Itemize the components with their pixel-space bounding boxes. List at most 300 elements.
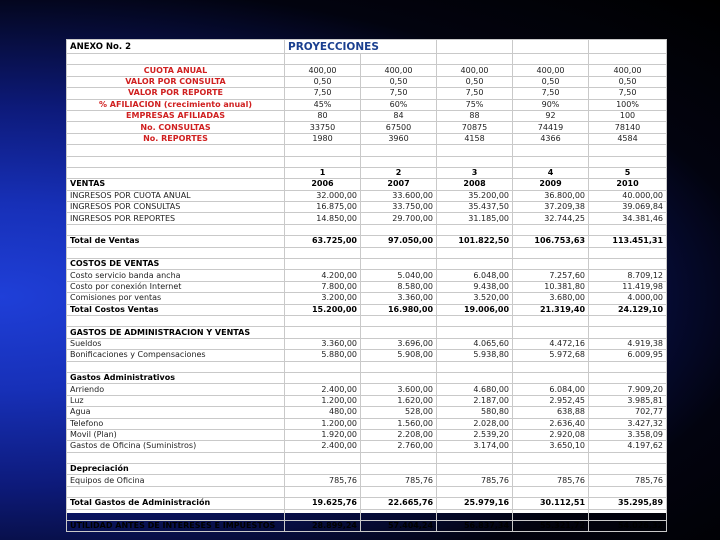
empty-cell: [361, 452, 437, 463]
gastos-admin-row-value: 1.200,00: [285, 395, 361, 406]
param-value: 60%: [361, 99, 437, 110]
param-row: [67, 65, 667, 76]
gastos-admin-row-value: 702,77: [589, 407, 667, 418]
gastos-admin-row-label: Agua: [67, 407, 285, 418]
gastos-admin-row-value: 638,88: [513, 407, 589, 418]
period-number: 2: [361, 167, 437, 178]
gastos-admin-row-value: 1.560,00: [361, 418, 437, 429]
empty-cell: [285, 145, 361, 156]
page-title: PROYECCIONES: [285, 40, 437, 54]
gastos-admin-row: [67, 384, 667, 395]
total-ventas-row-value: 113.451,31: [589, 236, 667, 247]
total-gastos-admin-row-value: 19.625,76: [285, 498, 361, 509]
gastos-admin-row-value: 3.174,00: [437, 441, 513, 452]
gastos-admin-row: [67, 407, 667, 418]
empty-cell: [285, 464, 361, 475]
empty-cell: [285, 315, 361, 326]
utilidad-row-label: UTILIDAD ANTES DE INTERESES E IMPUESTOS: [67, 521, 285, 532]
gastos-header-row-label: GASTOS DE ADMINISTRACION Y VENTAS: [67, 327, 285, 338]
ventas-row-value: 31.185,00: [437, 213, 513, 224]
ventas-row-value: 16.875,00: [285, 202, 361, 213]
gastos-admin-row: [67, 418, 667, 429]
total-gastos-admin-row-value: 22.665,76: [361, 498, 437, 509]
empty-cell: [437, 315, 513, 326]
gastos-admin-row-value: 2.539,20: [437, 429, 513, 440]
total-ventas-row-label: Total de Ventas: [67, 236, 285, 247]
costos-row-value: 4.000,00: [589, 293, 667, 304]
costos-row-value: 8.580,00: [361, 281, 437, 292]
gastos-admin-row-label: Movil (Plan): [67, 429, 285, 440]
blank-row: [67, 156, 667, 167]
empty-cell: [67, 452, 285, 463]
empty-cell: [589, 327, 667, 338]
ventas-row-value: 36.800,00: [513, 190, 589, 201]
empty-cell: [285, 361, 361, 372]
param-row: [67, 88, 667, 99]
empty-cell: [285, 54, 361, 65]
param-value: 0,50: [437, 76, 513, 87]
costos-row-value: 5.040,00: [361, 270, 437, 281]
blank-row: [67, 486, 667, 497]
param-value: 78140: [589, 122, 667, 133]
empty-cell: [67, 224, 285, 235]
depreciacion-row-value: 785,76: [513, 475, 589, 486]
empty-cell: [67, 54, 285, 65]
param-value: 7,50: [513, 88, 589, 99]
costos-row-value: 9.438,00: [437, 281, 513, 292]
ventas-row-value: 35.437,50: [437, 202, 513, 213]
costos-row-value: 3.200,00: [285, 293, 361, 304]
total-costos-row-value: 15.200,00: [285, 304, 361, 315]
costos-row-label: Costo por conexión Internet: [67, 281, 285, 292]
param-value: 88: [437, 110, 513, 121]
param-value: 90%: [513, 99, 589, 110]
ventas-row-value: 32.000,00: [285, 190, 361, 201]
param-value: 0,50: [513, 76, 589, 87]
total-ventas-row: [67, 236, 667, 247]
ventas-row-value: 37.209,38: [513, 202, 589, 213]
param-label: No. CONSULTAS: [67, 122, 285, 133]
param-label: EMPRESAS AFILIADAS: [67, 110, 285, 121]
total-costos-row-value: 24.129,10: [589, 304, 667, 315]
costos-header-row-label: COSTOS DE VENTAS: [67, 259, 285, 270]
costos-row-value: 7.257,60: [513, 270, 589, 281]
depreciacion-row-value: 785,76: [361, 475, 437, 486]
param-row: [67, 76, 667, 87]
gastos-admin-row-value: 2.400,00: [285, 384, 361, 395]
empty-cell: [513, 509, 589, 520]
years-row: [67, 179, 667, 190]
empty-cell: [437, 486, 513, 497]
gastos-row-value: 4.472,16: [513, 338, 589, 349]
blank-row: [67, 247, 667, 258]
gastos-admin-row-value: 7.909,20: [589, 384, 667, 395]
empty-cell: [285, 452, 361, 463]
blank-row: [67, 452, 667, 463]
param-value: 1980: [285, 133, 361, 144]
gastos-admin-row-value: 2.028,00: [437, 418, 513, 429]
gastos-row-value: 5.880,00: [285, 350, 361, 361]
gastos-admin-row-value: 2.208,00: [361, 429, 437, 440]
gastos-admin-row-label: Arriendo: [67, 384, 285, 395]
gastos-admin-row-label: Gastos de Oficina (Suministros): [67, 441, 285, 452]
empty-cell: [589, 452, 667, 463]
costos-row-value: 11.419,98: [589, 281, 667, 292]
empty-cell: [589, 486, 667, 497]
depreciacion-row-value: 785,76: [437, 475, 513, 486]
gastos-admin-row-label: Telefono: [67, 418, 285, 429]
param-label: VALOR POR CONSULTA: [67, 76, 285, 87]
empty-cell: [589, 259, 667, 270]
total-ventas-row-value: 97.050,00: [361, 236, 437, 247]
empty-cell: [361, 224, 437, 235]
depreciacion-header-row-label: Depreciación: [67, 464, 285, 475]
empty-cell: [67, 486, 285, 497]
param-row: [67, 122, 667, 133]
costos-header-row: [67, 259, 667, 270]
period-number: 1: [285, 167, 361, 178]
year-header: 2006: [285, 179, 361, 190]
ventas-row-label: INGRESOS POR REPORTES: [67, 213, 285, 224]
gastos-row-value: 5.938,80: [437, 350, 513, 361]
gastos-admin-row-value: 6.084,00: [513, 384, 589, 395]
empty-cell: [285, 156, 361, 167]
gastos-admin-row-value: 3.985,81: [589, 395, 667, 406]
costos-row-value: 3.360,00: [361, 293, 437, 304]
param-value: 400,00: [285, 65, 361, 76]
costos-row-label: Costo servicio banda ancha: [67, 270, 285, 281]
empty-cell: [437, 54, 513, 65]
period-number-row: [67, 167, 667, 178]
period-number: 5: [589, 167, 667, 178]
param-value: 0,50: [285, 76, 361, 87]
gastos-admin-row-value: 2.187,00: [437, 395, 513, 406]
empty-cell: [67, 315, 285, 326]
empty-cell: [513, 327, 589, 338]
total-costos-row-value: 16.980,00: [361, 304, 437, 315]
empty-cell: [361, 156, 437, 167]
empty-cell: [285, 259, 361, 270]
empty-cell: [285, 247, 361, 258]
empty-cell: [513, 40, 589, 54]
empty-cell: [437, 327, 513, 338]
blank-row: [67, 145, 667, 156]
param-value: 4584: [589, 133, 667, 144]
empty-cell: [589, 361, 667, 372]
param-value: 75%: [437, 99, 513, 110]
empty-cell: [67, 509, 285, 520]
gastos-admin-row: [67, 429, 667, 440]
costos-row-value: 4.200,00: [285, 270, 361, 281]
param-value: 45%: [285, 99, 361, 110]
empty-cell: [513, 361, 589, 372]
blank-row: [67, 224, 667, 235]
param-value: 100%: [589, 99, 667, 110]
ventas-row-value: 39.069,84: [589, 202, 667, 213]
empty-cell: [513, 54, 589, 65]
gastos-admin-row: [67, 395, 667, 406]
param-value: 92: [513, 110, 589, 121]
empty-cell: [437, 372, 513, 383]
gastos-admin-row-value: 4.680,00: [437, 384, 513, 395]
gastos-row-value: 5.908,00: [361, 350, 437, 361]
gastos-row-value: 6.009,95: [589, 350, 667, 361]
gastos-admin-row-value: 580,80: [437, 407, 513, 418]
empty-cell: [513, 224, 589, 235]
param-value: 3960: [361, 133, 437, 144]
gastos-admin-row-value: 3.358,09: [589, 429, 667, 440]
utilidad-row-value: 57.404,24: [361, 521, 437, 532]
empty-cell: [361, 509, 437, 520]
empty-cell: [437, 452, 513, 463]
gastos-admin-header-row: [67, 372, 667, 383]
empty-cell: [513, 315, 589, 326]
blank-row: [67, 361, 667, 372]
gastos-row: [67, 338, 667, 349]
costos-row: [67, 281, 667, 292]
empty-cell: [513, 156, 589, 167]
gastos-admin-row-value: 4.197,62: [589, 441, 667, 452]
total-gastos-admin-row-value: 35.295,89: [589, 498, 667, 509]
depreciacion-row-value: 785,76: [589, 475, 667, 486]
gastos-admin-row-value: 1.620,00: [361, 395, 437, 406]
total-gastos-admin-row: [67, 498, 667, 509]
period-number: 3: [437, 167, 513, 178]
ventas-row: [67, 202, 667, 213]
empty-cell: [437, 247, 513, 258]
empty-cell: [361, 372, 437, 383]
title-row: [67, 40, 667, 54]
empty-cell: [589, 224, 667, 235]
param-label: % AFILIACION (crecimiento anual): [67, 99, 285, 110]
param-value: 70875: [437, 122, 513, 133]
empty-cell: [437, 145, 513, 156]
empty-cell: [361, 54, 437, 65]
gastos-admin-row-value: 528,00: [361, 407, 437, 418]
empty-cell: [513, 464, 589, 475]
param-value: 4158: [437, 133, 513, 144]
gastos-row-label: Sueldos: [67, 338, 285, 349]
ventas-row-label: INGRESOS POR CONSULTAS: [67, 202, 285, 213]
gastos-admin-row-value: 2.400,00: [285, 441, 361, 452]
param-row: [67, 99, 667, 110]
total-gastos-admin-row-value: 30.112,51: [513, 498, 589, 509]
ventas-row-value: 14.850,00: [285, 213, 361, 224]
param-label: No. REPORTES: [67, 133, 285, 144]
gastos-row-value: 3.696,00: [361, 338, 437, 349]
empty-cell: [361, 361, 437, 372]
empty-cell: [437, 464, 513, 475]
blank-row: [67, 509, 667, 520]
costos-row-value: 3.680,00: [513, 293, 589, 304]
ventas-row-value: 35.200,00: [437, 190, 513, 201]
empty-cell: [285, 509, 361, 520]
total-gastos-admin-row-value: 25.979,16: [437, 498, 513, 509]
gastos-admin-row-value: 2.636,40: [513, 418, 589, 429]
empty-cell: [589, 372, 667, 383]
empty-cell: [285, 224, 361, 235]
empty-cell: [513, 372, 589, 383]
empty-cell: [513, 145, 589, 156]
param-value: 84: [361, 110, 437, 121]
param-value: 4366: [513, 133, 589, 144]
empty-cell: [513, 452, 589, 463]
gastos-admin-row-label: Luz: [67, 395, 285, 406]
empty-cell: [513, 486, 589, 497]
gastos-admin-row-value: 1.200,00: [285, 418, 361, 429]
spreadsheet-sheet: [66, 39, 666, 531]
empty-cell: [361, 327, 437, 338]
param-row: [67, 133, 667, 144]
empty-cell: [513, 259, 589, 270]
empty-cell: [589, 464, 667, 475]
depreciacion-row-value: 785,76: [285, 475, 361, 486]
empty-cell: [361, 486, 437, 497]
gastos-row: [67, 350, 667, 361]
gastos-admin-row-value: 2.760,00: [361, 441, 437, 452]
year-header: 2010: [589, 179, 667, 190]
empty-cell: [361, 259, 437, 270]
param-value: 74419: [513, 122, 589, 133]
empty-cell: [437, 224, 513, 235]
empty-cell: [513, 247, 589, 258]
gastos-admin-row-value: 480,00: [285, 407, 361, 418]
gastos-admin-row-value: 3.650,10: [513, 441, 589, 452]
year-header: 2007: [361, 179, 437, 190]
param-value: 400,00: [513, 65, 589, 76]
empty-cell: [67, 167, 285, 178]
ventas-row-value: 33.600,00: [361, 190, 437, 201]
utilidad-row-value: 28.899,24: [285, 521, 361, 532]
total-ventas-row-value: 101.822,50: [437, 236, 513, 247]
depreciacion-header-row: [67, 464, 667, 475]
empty-cell: [589, 54, 667, 65]
param-value: 0,50: [589, 76, 667, 87]
ventas-row-value: 34.381,46: [589, 213, 667, 224]
empty-cell: [285, 486, 361, 497]
empty-cell: [589, 315, 667, 326]
param-value: 100: [589, 110, 667, 121]
empty-cell: [67, 361, 285, 372]
empty-cell: [361, 247, 437, 258]
gastos-admin-row-value: 3.427,32: [589, 418, 667, 429]
param-value: 7,50: [437, 88, 513, 99]
gastos-admin-row-value: 1.920,00: [285, 429, 361, 440]
ventas-row-value: 32.744,25: [513, 213, 589, 224]
total-costos-row-value: 21.319,40: [513, 304, 589, 315]
costos-row: [67, 293, 667, 304]
empty-cell: [361, 145, 437, 156]
gastos-admin-row-value: 2.952,45: [513, 395, 589, 406]
param-value: 400,00: [437, 65, 513, 76]
gastos-row-value: 4.065,60: [437, 338, 513, 349]
utilidad-row-value: 54.026,32: [589, 521, 667, 532]
ventas-row: [67, 213, 667, 224]
gastos-row-value: 4.919,38: [589, 338, 667, 349]
empty-cell: [67, 156, 285, 167]
param-label: CUOTA ANUAL: [67, 65, 285, 76]
ventas-row-value: 29.700,00: [361, 213, 437, 224]
param-value: 0,50: [361, 76, 437, 87]
projections-table: [66, 39, 667, 532]
gastos-admin-header-row-label: Gastos Administrativos: [67, 372, 285, 383]
period-number: 4: [513, 167, 589, 178]
total-ventas-row-value: 106.753,63: [513, 236, 589, 247]
total-gastos-admin-row-label: Total Gastos de Administración: [67, 498, 285, 509]
ventas-row-label: INGRESOS POR CUOTA ANUAL: [67, 190, 285, 201]
param-value: 7,50: [285, 88, 361, 99]
depreciacion-row-label: Equipos de Oficina: [67, 475, 285, 486]
empty-cell: [589, 40, 667, 54]
gastos-admin-row: [67, 441, 667, 452]
costos-row: [67, 270, 667, 281]
year-header: 2009: [513, 179, 589, 190]
ventas-label: VENTAS: [67, 179, 285, 190]
ventas-row-value: 33.750,00: [361, 202, 437, 213]
param-value: 7,50: [361, 88, 437, 99]
empty-cell: [437, 361, 513, 372]
depreciacion-row: [67, 475, 667, 486]
empty-cell: [589, 247, 667, 258]
costos-row-value: 8.709,12: [589, 270, 667, 281]
param-value: 7,50: [589, 88, 667, 99]
utilidad-row: [67, 521, 667, 532]
empty-cell: [589, 509, 667, 520]
utilidad-row-value: 55.321,72: [513, 521, 589, 532]
gastos-header-row: [67, 327, 667, 338]
ventas-row: [67, 190, 667, 201]
costos-row-value: 7.800,00: [285, 281, 361, 292]
empty-cell: [589, 145, 667, 156]
ventas-row-value: 40.000,00: [589, 190, 667, 201]
empty-cell: [437, 509, 513, 520]
gastos-row-label: Bonificaciones y Compensaciones: [67, 350, 285, 361]
empty-cell: [361, 464, 437, 475]
costos-row-label: Comisiones por ventas: [67, 293, 285, 304]
year-header: 2008: [437, 179, 513, 190]
utilidad-row-value: 56.837,34: [437, 521, 513, 532]
annex-label: ANEXO No. 2: [67, 40, 285, 54]
empty-cell: [437, 40, 513, 54]
costos-row-value: 10.381,80: [513, 281, 589, 292]
blank-row: [67, 54, 667, 65]
empty-cell: [285, 372, 361, 383]
total-costos-row: [67, 304, 667, 315]
param-value: 80: [285, 110, 361, 121]
param-value: 67500: [361, 122, 437, 133]
gastos-row-value: 3.360,00: [285, 338, 361, 349]
gastos-admin-row-value: 2.920,08: [513, 429, 589, 440]
empty-cell: [67, 145, 285, 156]
empty-cell: [67, 247, 285, 258]
gastos-row-value: 5.972,68: [513, 350, 589, 361]
param-row: [67, 110, 667, 121]
param-value: 400,00: [589, 65, 667, 76]
empty-cell: [437, 156, 513, 167]
param-value: 400,00: [361, 65, 437, 76]
gastos-admin-row-value: 3.600,00: [361, 384, 437, 395]
empty-cell: [285, 327, 361, 338]
empty-cell: [437, 259, 513, 270]
blank-row: [67, 315, 667, 326]
empty-cell: [361, 315, 437, 326]
total-ventas-row-value: 63.725,00: [285, 236, 361, 247]
costos-row-value: 3.520,00: [437, 293, 513, 304]
param-value: 33750: [285, 122, 361, 133]
total-costos-row-value: 19.006,00: [437, 304, 513, 315]
empty-cell: [589, 156, 667, 167]
param-label: VALOR POR REPORTE: [67, 88, 285, 99]
